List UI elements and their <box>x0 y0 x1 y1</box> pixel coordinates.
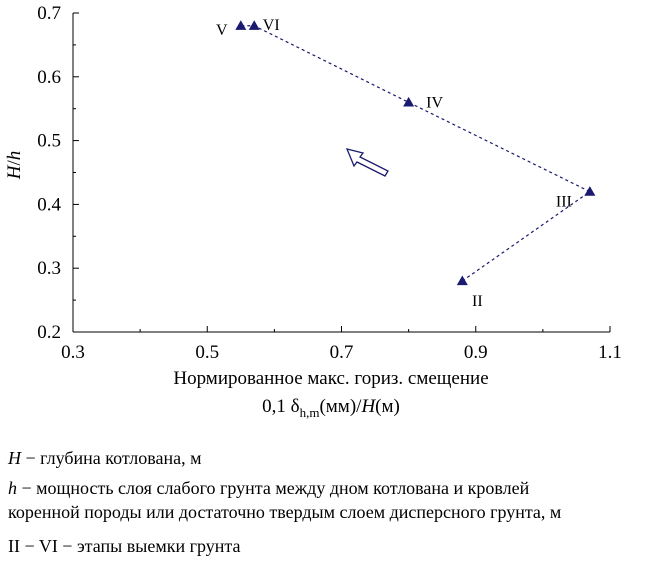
x-tick-label-0: 0.3 <box>61 342 85 363</box>
point-label-III: III <box>555 193 572 211</box>
legend-line-3: коренной породы или достаточно твердым слоем дисперсного грунта, м <box>8 502 562 522</box>
legend-line-1 <box>8 446 202 470</box>
y-tick-label-3: 0.5 <box>37 130 61 152</box>
data-point-V <box>235 20 246 30</box>
legend-text-H: − глубина котлована, м <box>21 448 202 468</box>
x-axis-title-line1: Нормированное макс. гориз. смещение <box>173 368 489 389</box>
point-label-V: V <box>216 21 228 39</box>
legend-line-4: II − VI − этапы выемки грунта <box>8 536 241 556</box>
legend-var-h: h <box>8 478 17 498</box>
legend-text-h: − мощность слоя слабого грунта между дном котлована и кровлей <box>17 478 530 498</box>
y-tick-label-0: 0.2 <box>37 322 61 343</box>
point-label-VI: VI <box>262 16 280 34</box>
y-tick-label-2: 0.4 <box>37 194 61 216</box>
data-point-VI <box>249 20 260 30</box>
x-tick-label-4: 1.1 <box>598 342 622 363</box>
x-tick-label-3: 0.9 <box>463 342 488 363</box>
y-tick-label-4: 0.6 <box>37 66 61 88</box>
y-tick-label-1: 0.3 <box>37 258 61 280</box>
x-tick-label-1: 0.5 <box>195 342 220 363</box>
y-axis-title: H/h <box>4 150 25 180</box>
data-point-II <box>457 275 468 285</box>
y-tick-label-5: 0.7 <box>37 3 61 24</box>
legend-var-H: H <box>8 448 21 468</box>
legend-line-2 <box>8 476 529 500</box>
point-label-II: II <box>471 292 483 310</box>
x-axis-title-line2: 0,1 $\delta_{h,m}(мм)/H(м)$ <box>262 396 400 420</box>
data-point-III <box>584 186 595 196</box>
series-line <box>241 26 590 281</box>
data-points <box>216 17 595 310</box>
point-label-IV: IV <box>426 94 444 112</box>
x-tick-label-2: 0.7 <box>329 342 354 363</box>
data-point-IV <box>403 97 414 107</box>
direction-arrow <box>347 149 388 176</box>
